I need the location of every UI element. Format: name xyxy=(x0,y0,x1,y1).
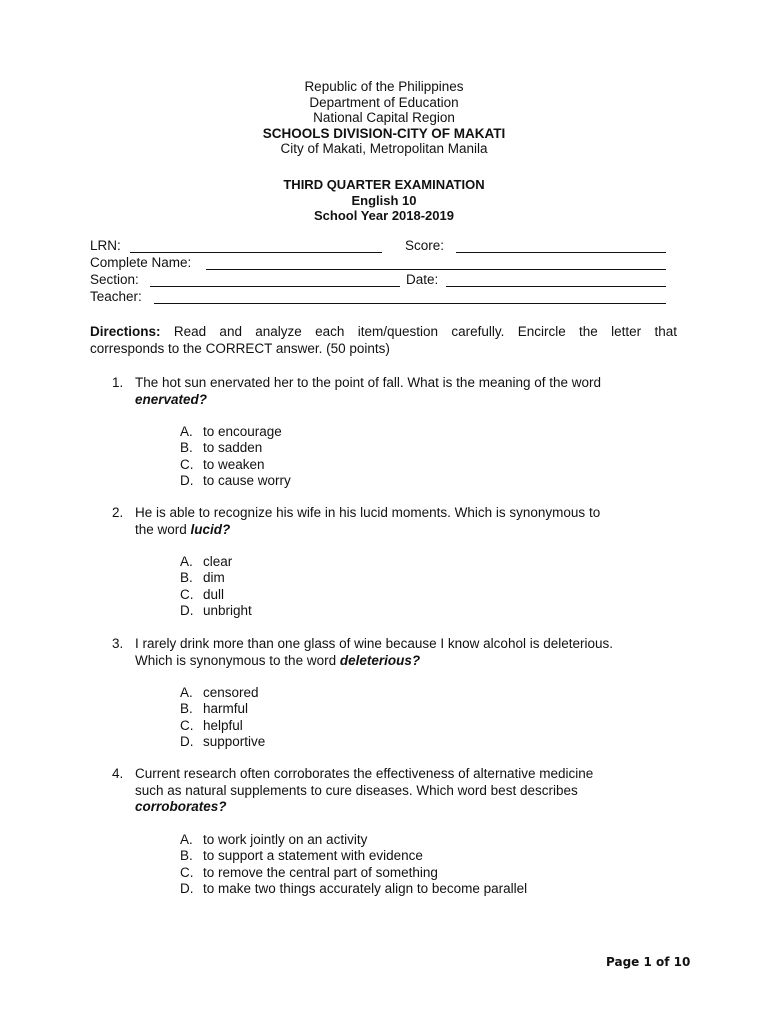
option-text: to sadden xyxy=(203,440,263,456)
option-letter: D. xyxy=(180,602,194,618)
option-letter: C. xyxy=(180,586,194,602)
question-line xyxy=(135,392,675,409)
section-blank[interactable] xyxy=(150,286,400,287)
question-line xyxy=(135,522,675,539)
date-blank[interactable] xyxy=(446,286,666,287)
option-text: to work jointly on an activity xyxy=(203,832,368,847)
option-letter: A. xyxy=(180,685,193,700)
question-line: such as natural supplements to cure diseases. Which word best describes xyxy=(135,782,578,798)
option-letter: B. xyxy=(180,570,193,586)
question-line xyxy=(135,653,675,670)
question-keyword: deleterious? xyxy=(339,652,421,668)
question-number: 3. xyxy=(112,636,124,651)
exam-title: THIRD QUARTER EXAMINATION xyxy=(283,177,485,192)
option-letter: C. xyxy=(180,717,194,733)
question-text xyxy=(135,505,675,538)
option-letter: A. xyxy=(180,554,193,569)
teacher-label: Teacher: xyxy=(90,289,142,304)
header-city: City of Makati, Metropolitan Manila xyxy=(280,141,488,156)
question-number: 4. xyxy=(112,766,124,781)
option-text: clear xyxy=(203,554,233,569)
directions-line1 xyxy=(90,323,677,340)
score-blank[interactable] xyxy=(456,252,666,253)
page-number: Page 1 of 10 xyxy=(606,955,691,969)
complete-name-blank[interactable] xyxy=(206,269,666,270)
option-text: to make two things accurately align to become parallel xyxy=(203,880,528,896)
option-letter: B. xyxy=(180,440,193,456)
question-line-prefix: the word xyxy=(135,521,191,537)
exam-subject: English 10 xyxy=(351,192,417,208)
header-department: Department of Education xyxy=(309,94,459,110)
header-republic: Republic of the Philippines xyxy=(304,79,464,94)
exam-school-year: School Year 2018-2019 xyxy=(314,208,454,223)
lrn-blank[interactable] xyxy=(130,252,382,253)
question-line: He is able to recognize his wife in his lucid moments. Which is synonymous to xyxy=(135,505,601,520)
option-text: helpful xyxy=(203,717,243,733)
question-line: Current research often corroborates the effectiveness of alternative medicine xyxy=(135,766,594,781)
option-text: dull xyxy=(203,586,225,602)
option-letter: D. xyxy=(180,880,194,896)
question-keyword: enervated? xyxy=(135,391,208,407)
option-letter: C. xyxy=(180,456,194,472)
option-letter: D. xyxy=(180,472,194,488)
section-label: Section: xyxy=(90,272,139,287)
exam-title-block xyxy=(0,177,768,224)
header-region: National Capital Region xyxy=(313,110,455,125)
directions-label: Directions: xyxy=(90,324,161,339)
question-keyword: corroborates? xyxy=(135,799,227,814)
question-text xyxy=(135,636,675,669)
question-number: 2. xyxy=(112,505,124,520)
teacher-blank[interactable] xyxy=(154,303,666,304)
section-date-row xyxy=(90,272,666,289)
option-text: to cause worry xyxy=(203,472,291,488)
date-label: Date: xyxy=(406,272,439,287)
option-letter: C. xyxy=(180,864,194,880)
option-text: unbright xyxy=(203,602,252,618)
question-keyword: lucid? xyxy=(190,521,231,537)
option-letter: A. xyxy=(180,424,193,439)
option-text: to remove the central part of something xyxy=(203,864,438,880)
option-text: to encourage xyxy=(203,424,282,439)
option-letter: B. xyxy=(180,701,193,717)
question-line: The hot sun enervated her to the point of fall. What is the meaning of the word xyxy=(135,375,602,390)
lrn-label: LRN: xyxy=(90,238,121,253)
directions-text1: Read and analyze each item/question carefully. Encircle the letter that xyxy=(160,324,677,339)
question-text xyxy=(135,766,675,816)
directions xyxy=(90,323,677,357)
question-line: I rarely drink more than one glass of wine because I know alcohol is deleterious. xyxy=(135,636,614,651)
question-line-prefix: Which is synonymous to the word xyxy=(135,652,340,668)
teacher-row xyxy=(90,289,666,306)
option-text: dim xyxy=(203,570,225,586)
option-letter: D. xyxy=(180,733,194,749)
question-number: 1. xyxy=(112,375,124,390)
complete-name-label: Complete Name: xyxy=(90,255,192,270)
directions-text2: corresponds to the CORRECT answer. (50 points) xyxy=(90,341,390,356)
question-text xyxy=(135,375,675,408)
lrn-score-row xyxy=(90,238,666,255)
option-text: to weaken xyxy=(203,456,265,472)
score-label: Score: xyxy=(405,238,445,253)
option-text: censored xyxy=(203,685,259,700)
name-row xyxy=(90,255,666,272)
option-letter: A. xyxy=(180,832,193,847)
letterhead xyxy=(0,79,768,157)
option-text: to support a statement with evidence xyxy=(203,848,423,864)
option-text: supportive xyxy=(203,733,266,749)
option-text: harmful xyxy=(203,701,249,717)
option-letter: B. xyxy=(180,848,193,864)
header-division: SCHOOLS DIVISION-CITY OF MAKATI xyxy=(262,125,506,141)
